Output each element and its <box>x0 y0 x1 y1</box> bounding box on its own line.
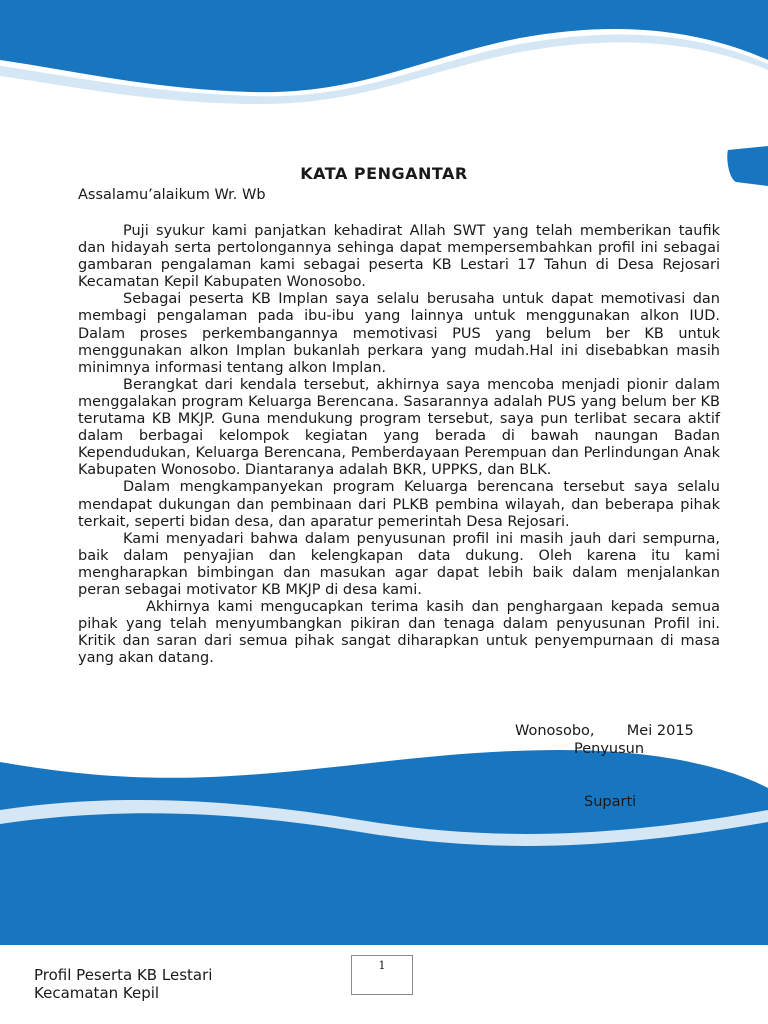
greeting: Assalamu’alaikum Wr. Wb <box>78 187 266 203</box>
paragraph-4: Dalam mengkampanyekan program Keluarga berencana tersebut saya selalu mendapat dukungan dan pembinaan dari PLKB pembina wilayah, dan beberapa pihak terkait, seperti bidan desa, dan aparatur pemerintah Desa Rejosari. <box>78 479 720 530</box>
paragraph-5: Kami menyadari bahwa dalam penyusunan profil ini masih jauh dari sempurna, baik dalam penyajian dan kelengkapan data dukung. Oleh karena itu kami mengharapkan bimbingan dan masukan agar dapat lebih baik dalam menjalankan peran sebagai motivator KB MKJP di desa kami. <box>78 530 720 598</box>
footer-title-line-2: Kecamatan Kepil <box>34 984 160 1002</box>
paragraph-2: Sebagai peserta KB Implan saya selalu berusaha untuk dapat memotivasi dan membagi pengalaman pada ibu-ibu yang lainnya untuk menggunakan alkon IUD. Dalam proses perkembangannya memotivasi PUS yang belum ber KB untuk menggunakan alkon Implan bukanlah perkara yang mudah.Hal ini disebabkan masih minimnya informasi tentang alkon Implan. <box>78 291 720 376</box>
signature-name: Suparti <box>584 794 637 810</box>
paragraph-3: Berangkat dari kendala tersebut, akhirnya saya mencoba menjadi pionir dalam menggalakan program Keluarga Berencana. Sasarannya adalah PUS yang belum ber KB terutama KB MKJP. Guna mendukung program tersebut, saya pun terlibat secara aktif dalam berbagai kelompok kegiatan yang berada di bawah naungan Badan Kependudukan, Keluarga Berencana, Pemberdayaan Perempuan dan Perlindungan Anak Kabupaten Wonosobo. Diantaranya adalah BKR, UPPKS, dan BLK. <box>78 376 720 479</box>
paragraph-1: Puji syukur kami panjatkan kehadirat Allah SWT yang telah memberikan taufik dan hidayah serta pertolongannya sehinga dapat mempersembahkan profil ini sebagai gambaran pengalaman kami sebagai peserta KB Lestari 17 Tahun di Desa Rejosari Kecamatan Kepil Kabupaten Wonosobo. <box>78 223 720 291</box>
page-title: KATA PENGANTAR <box>300 164 468 183</box>
page-number-box: 1 <box>351 955 413 995</box>
footer-wave-base <box>0 930 768 945</box>
footer-wave-decoration <box>0 740 768 960</box>
signature-role: Penyusun <box>574 741 645 757</box>
signature-place-date: Wonosobo, Mei 2015 <box>515 723 694 739</box>
paragraph-6: Akhirnya kami mengucapkan terima kasih dan penghargaan kepada semua pihak yang telah menyumbangkan pikiran dan tenaga dalam penyusunan Profil ini. Kritik dan saran dari semua pihak sangat diharapkan untuk penyempurnaan di masa yang akan datang. <box>78 599 720 667</box>
footer-wave-main <box>0 750 768 945</box>
header-wave-main <box>0 0 768 92</box>
letter-body <box>78 223 720 667</box>
footer-title-line-1: Profil Peserta KB Lestari <box>34 966 213 984</box>
